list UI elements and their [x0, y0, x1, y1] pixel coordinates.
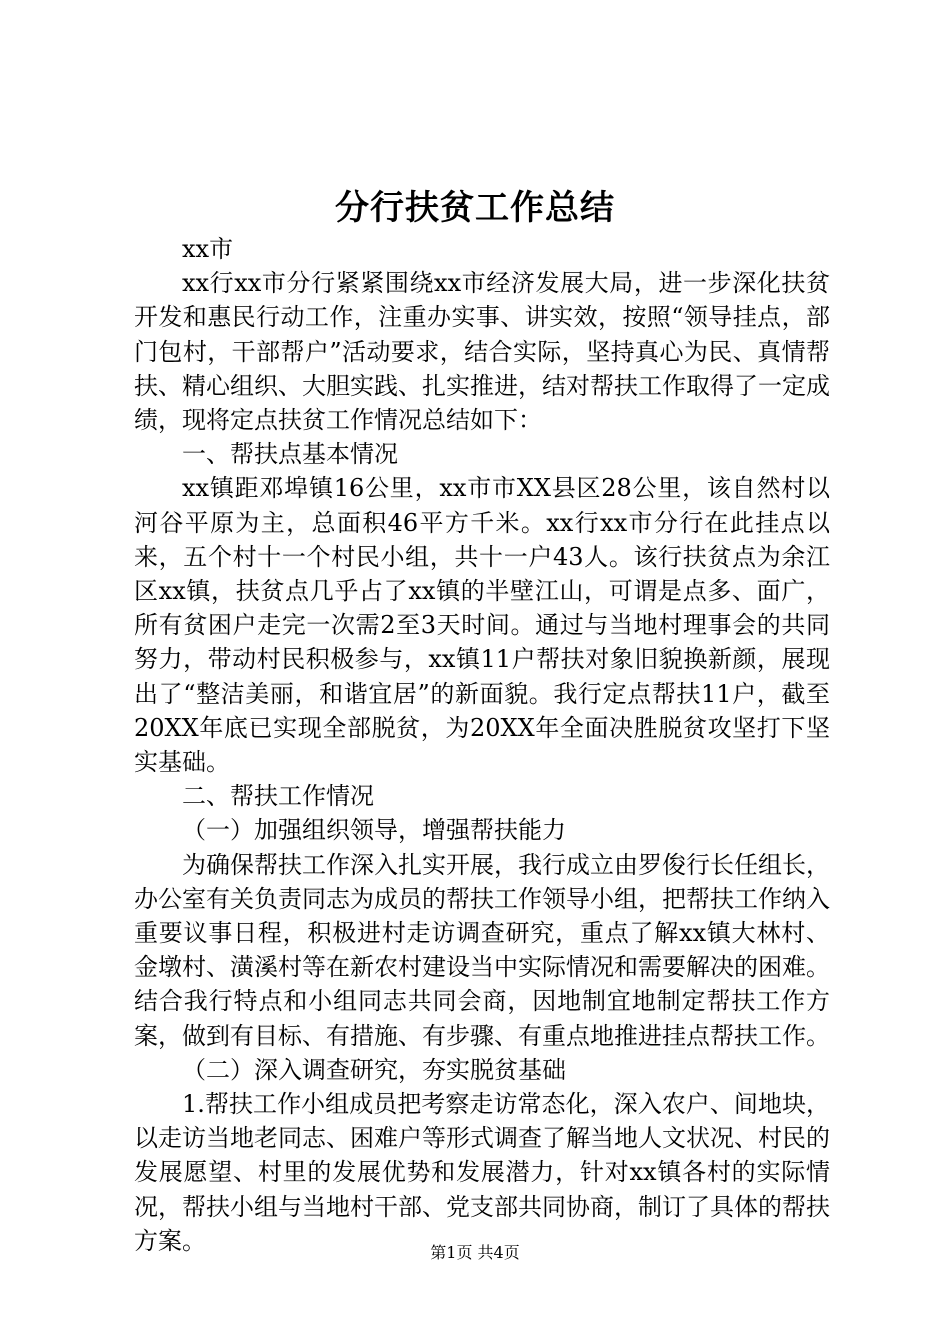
page-footer: 第1页 共4页 — [430, 1243, 520, 1262]
paragraph-recipient: xx市 — [182, 235, 234, 263]
section-heading-1: 一、帮扶点基本情况 — [182, 440, 398, 469]
paragraph-organization: 为确保帮扶工作深入扎实开展，我行成立由罗俊行长任组长，办公室有关负责同志为成员的帮扶工作领导小组，把帮扶工作纳入重要议事日程，积极进村走访调查研究，重点了解xx镇大林村、金墩村、潢溪村等在新农村建设当中实际情况和需要解决的困难。结合我行特点和小组同志共同会商，因地制宜地制定帮扶工作方案，做到有目标、有措施、有步骤、有重点地推进挂点帮扶工作。 — [134, 850, 830, 1050]
section-heading-2: 二、帮扶工作情况 — [182, 782, 374, 811]
paragraph-investigation: 1.帮扶工作小组成员把考察走访常态化，深入农户、间地块，以走访当地老同志、困难户等形式调查了解当地人文状况、村民的发展愿望、村里的发展优势和发展潜力，针对xx镇各村的实际情况，帮扶小组与当地村干部、党支部共同协商，制订了具体的帮扶方案。 — [134, 1090, 830, 1255]
paragraph-basic-info: xx镇距邓埠镇16公里，xx市市XX县区28公里，该自然村以河谷平原为主，总面积46平方千米。xx行xx市分行在此挂点以来，五个村十一个村民小组，共十一户43人。该行扶贫点为余江区xx镇，扶贫点几乎占了xx镇的半壁江山，可谓是点多、面广，所有贫困户走完一次需2至3天时间。通过与当地村理事会的共同努力，带动村民积极参与，xx镇11户帮扶对象旧貌换新颜，展现出了“整洁美丽，和谐宜居”的新面貌。我行定点帮扶11户，截至20XX年底已实现全部脱贫，为20XX年全面决胜脱贫攻坚打下坚实基础。 — [134, 474, 830, 777]
subsection-heading-2: （二）深入调查研究，夯实脱贫基础 — [182, 1055, 566, 1084]
document-body — [134, 232, 830, 1258]
document-title: 分行扶贫工作总结 — [335, 188, 615, 228]
paragraph-intro: xx行xx市分行紧紧围绕xx市经济发展大局，进一步深化扶贫开发和惠民行动工作，注重办实事、讲实效，按照“领导挂点，部门包村，干部帮户”活动要求，结合实际，坚持真心为民、真情帮扶、精心组织、大胆实践、扎实推进，结对帮扶工作取得了一定成绩，现将定点扶贫工作情况总结如下： — [134, 269, 830, 435]
subsection-heading-1: （一）加强组织领导，增强帮扶能力 — [182, 816, 566, 845]
